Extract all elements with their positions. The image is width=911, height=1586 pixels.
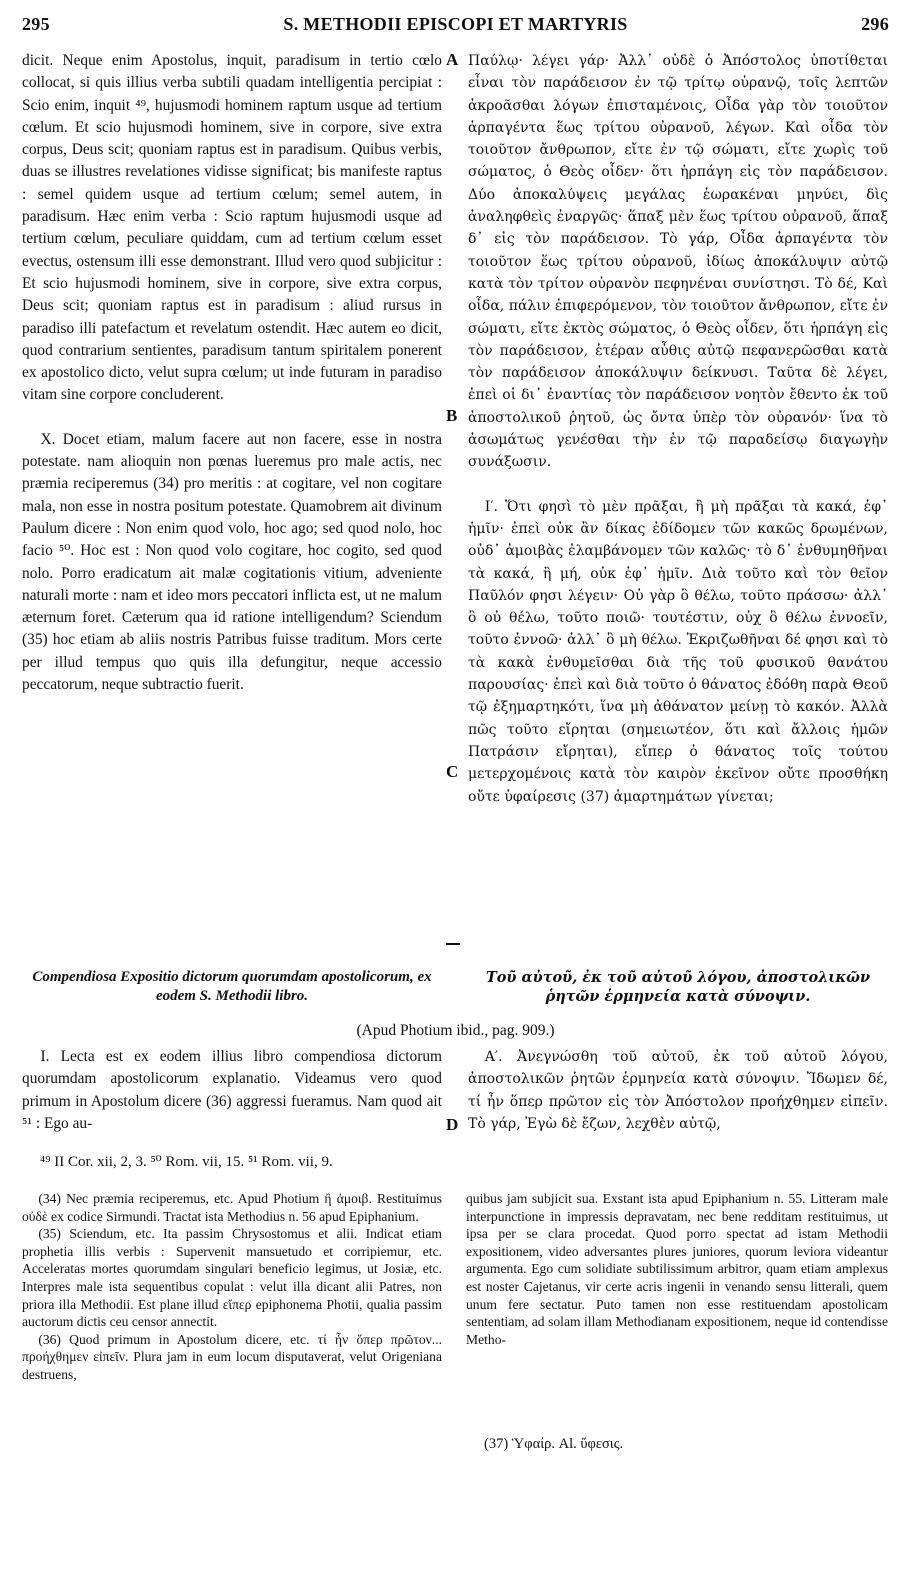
page-number-right: 296 — [861, 14, 889, 34]
margin-marker-b: B — [446, 406, 458, 425]
margin-marker-c: C — [446, 762, 459, 781]
footnote-35: (35) Sciendum, etc. Ita passim Chrysostomus et alii. Indicat etiam prophetia illis verbis : Supervenit mansuetudo et corripiemur, etc. Acceleratas mortes quorumdam singulari beneficio legimus, ut Josiæ, etc. Interpres male ista sequentibus copulat : velut illa dicant alii Patres, non priora illa Methodii. Est plane illud εἴπερ epiphonema Photii, qualia passim auctorum dictis ceu censor annectit. — [22, 1226, 442, 1330]
greek-paragraph-ix: Παύλῳ· λέγει γάρ· Ἀλλ᾽ οὐδὲ ὁ Ἀπόστολος ὑποτίθεται εἶναι τὸν παράδεισον ἐν τῷ τρίτῳ οὐρανῷ, τοῖς λεπτῶν ἀκροᾶσθαι λόγων ἐπισταμένοις, Οἶδα γὰρ τὸν τοιοῦτον ἁρπαγέντα ἕως τρίτου οὐρανοῦ, λέγων. Καὶ οἶδα τὸν τοιοῦτον ἄνθρωπον, εἴτε ἐν τῷ σώματι, εἴτε χωρὶς τοῦ σώματος, ὁ Θεὸς οἶδεν· ὅτι ἡρπάγη εἰς τὸν παράδεισον. Δύο ἀποκαλύψεις μεγάλας ἑωρακέναι μηνύει, δὶς ἀναληφθεὶς ἐναργῶς· ἅπαξ μὲν ἕως τρίτου οὐρανοῦ, ἅπαξ δ᾽ εἰς τὸν παράδεισον. Τὸ γάρ, Οἶδα ἁρπαγέντα τὸν τοιοῦτον ἕως τρίτου οὐρανοῦ, ἰδίως ἀποκάλυψιν αὐτῷ κατὰ τὸν τρίτον οὐρανὸν πεφηνέναι συνίστησι. Τὸ δέ, Καὶ οἶδα, πάλιν ἐπιφερόμενον, τὸν τοιοῦτον ἄνθρωπον, εἴτε ἐν σώματι, εἴτε ἐκτὸς σώματος, ὁ Θεὸς οἶδεν, ὅτι ἡρπάγη εἰς τὸν παράδεισον, ἑτέραν αὖθις αὐτῷ πεφανερῶσθαι κατὰ τὸν παράδεισον ἀποκάλυψιν δείκνυσι. Ταῦτα δὲ λέγει, ἐπεὶ οἱ δι᾽ ἐναντίας τὸν παράδεισον νοητὸν ἔθεντο ἐκ τοῦ ἀποστολικοῦ ῥητοῦ, ὡς ὄντα ὑπὲρ τὸν οὐρανόν· ἵνα τὸ ἀσωμάτως γενέσθαι τὴν ἐν τῷ παραδείσῳ διαγωγὴν συνάξωσιν. — [468, 53, 888, 471]
section-divider — [446, 943, 460, 945]
margin-marker-a: A — [446, 50, 459, 69]
latin-paragraph-i: I. Lecta est ex eodem illius libro compendiosa dictorum quorumdam apostolicorum explanatio. Videamus vero quod primum in Apostolum dicere (36) aggressi fueramus. Nam quod ait ⁵¹ : Ego au- — [22, 1048, 442, 1132]
latin-column-bottom — [22, 1046, 442, 1135]
footnote-36: (36) Quod primum in Apostolum dicere, etc. τί ἦν ὅπερ πρῶτον... προήχθημεν εἰπεῖν. Plura jam in eum locum disputaverat, velut Origeniana destruens, — [22, 1331, 442, 1382]
footnotes-left — [22, 1190, 442, 1384]
footnote-37: (37) Ὑφαίρ. Al. ὕφεσις. — [484, 1436, 624, 1452]
latin-paragraph-x: X. Docet etiam, malum facere aut non facere, esse in nostra potestate. nam alioquin non pœnas lueremus pro male actis, nec præmia reciperemus (34) pro meritis : at cogitare, vel non cogitare mala, non esse in nostra positum potestate. Quamobrem ait divinum Paulum dicere : Non enim quod volo, hoc ago; sed quod nolo, hoc facio ⁵⁰. Hoc est : Non quod volo cogitare, hoc cogito, sed quod nolo. Porro eradicatum ait malæ cogitationis vitium, adveniente naturali morte : nam et ideo mors peccatori inflicta est, ut ne malum æternum foret. Cæterum qua id ratione intelligendum? Sciendum (35) hoc etiam ab aliis nostris Patribus fuisse traditum. Mors certe per illud tempus quo quis illa defungitur, neque accessio peccatorum, neque subtractio fuerit. — [22, 430, 442, 694]
footnote-36-continued: quibus jam subjicit sua. Exstant ista apud Epiphanium n. 55. Litteram male interpunctione in impressis depravatam, nec bene redditam restituimus, ut ipsa per se clara procedat. Quod porro spectat ad istam Methodii expositionem, video adversantes plures juniores, quorum leviora videantur argumenta. Ego cum solidiate subtilissimum arbitror, quam etiam amplexus est noster Cajetanus, vir certe acris ingenii in venando sensu litterali, quem unum fere sectatur. Puto tamen non esse restituendam apostolicam sententiam, ad solam illam Methodianam expositionem, neque id contendisse Metho- — [466, 1191, 888, 1347]
section-title-greek: Τοῦ αὐτοῦ, ἐκ τοῦ αὐτοῦ λόγου, ἀποστολικῶν ῥητῶν ἑρμηνεία κατὰ σύνοψιν. — [485, 969, 871, 1005]
greek-paragraph-i: Α′. Ἀνεγνώσθη τοῦ αὐτοῦ, ἐκ τοῦ αὐτοῦ λόγου, ἀποστολικῶν ῥητῶν ἑρμηνεία κατὰ σύνοψιν. Ἴδωμεν δέ, τί ἦν ὅπερ πρῶτον εἰς τὸν Ἀπόστολον προήχθημεν εἰπεῖν. Τὸ γάρ, Ἐγὼ δὲ ἔζων, λεχθὲν αὐτῷ, — [468, 1049, 888, 1132]
latin-paragraph-ix: dicit. Neque enim Apostolus, inquit, paradisum in tertio cœlo collocat, si quis illius verba subtili quadam intelligentia percipiat : Scio enim, inquit ⁴⁹, hujusmodi hominem raptum usque ad tertium cœlum. Et scio hujusmodi hominem, sive in corpore, sive extra corpus, Deus scit; quoniam raptus est in paradisum. Quibus verbis, duas se illustres revelationes vidisse significat; bis manifeste raptus : semel quidem usque ad tertium cœlum; semel autem, in paradisum. Hæc enim verba : Scio raptum hujusmodi usque ad tertium cœlum, peculiare quiddam, cum ad tertium cœlum esset evectus, ostensum illi esse demonstrant. Illud vero quod subjicitur : Et scio hujusmodi hominem, sive in corpore, sive extra corpus, Deus scit; quoniam raptus est in paradisum : aliud rursus in paradiso illi patefactum et revelatum ostendit. Hæc autem eo dicit, quod contrarium sentientes, paradisum tantum spiritalem ponerent ex apostolico dicto, velut supra cœlum; ut inde futuram in paradiso vitam sine corpore concluderent. — [22, 52, 442, 404]
latin-column-top — [22, 50, 442, 696]
scripture-references: ⁴⁹ II Cor. xii, 2, 3. ⁵⁰ Rom. vii, 15. ⁵¹ Rom. vii, 9. — [40, 1154, 333, 1170]
margin-marker-d: D — [446, 1115, 459, 1134]
source-reference: (Apud Photium ibid., pag. 909.) — [356, 1022, 555, 1039]
section-title-latin: Compendiosa Expositio dictorum quorumdam apostolicorum, ex eodem S. Methodii libro. — [32, 969, 432, 1004]
greek-column-top — [468, 50, 888, 808]
footnotes-right — [466, 1190, 888, 1348]
greek-column-bottom — [468, 1046, 888, 1135]
running-header — [22, 14, 889, 42]
greek-paragraph-x: Ι′. Ὅτι φησὶ τὸ μὲν πρᾶξαι, ἢ μὴ πρᾶξαι τὰ κακά, ἐφ᾽ ἡμῖν· ἐπεὶ οὐκ ἂν δίκας ἐδίδομεν τῶν κακῶς δρωμένων, οὐδ᾽ ἀμοιβὰς ἐλαμβάνομεν τῶν καλῶς· τὸ δ᾽ ἐνθυμηθῆναι τὰ κακά, ἢ μή, οὐκ ἐφ᾽ ἡμῖν. Διὰ τοῦτο καὶ τὸν θεῖον Παῦλόν φησι λέγειν· Οὐ γὰρ ὃ θέλω, τοῦτο πράσσω· ἀλλ᾽ ὃ οὐ θέλω, τοῦτο ποιῶ· τουτέστιν, οὐχ ὃ θέλω ἐννοεῖν, τοῦτο ἐννοῶ· ἀλλ᾽ ὃ μὴ θέλω. Ἐκριζωθῆναι δέ φησι καὶ τὸ τὰ κακὰ ἐνθυμεῖσθαι διὰ τῆς τοῦ φυσικοῦ θανάτου παρουσίας· ἐπεὶ καὶ διὰ τοῦτο ὁ θάνατος ἐδόθη παρὰ Θεοῦ τῷ ἐξημαρτηκότι, ἵνα μὴ ἀθάνατον μείνῃ τὸ κακόν. Ἀλλὰ πῶς τοῦτο εἴρηται (σημειωτέον, ὅτι καὶ ἄλλοις ἡμῶν Πατράσιν εἴρηται), εἴπερ ὁ θάνατος τοῖς τούτου μετερχομένοις κατὰ τὸν καιρὸν ἐκεῖνον οὔτε προσθήκη οὔτε ὑφαίρεσις (37) ἁμαρτημάτων γίνεται; — [468, 498, 888, 805]
running-title: S. METHODII EPISCOPI ET MARTYRIS — [283, 14, 628, 34]
footnote-34: (34) Nec præmia reciperemus, etc. Apud Photium ἢ ἀμοιβ. Restituimus οὐδὲ ex codice Sirmundi. Tractat ista Methodius n. 56 apud Epiphanium. — [22, 1191, 442, 1224]
page-number-left: 295 — [22, 14, 50, 34]
